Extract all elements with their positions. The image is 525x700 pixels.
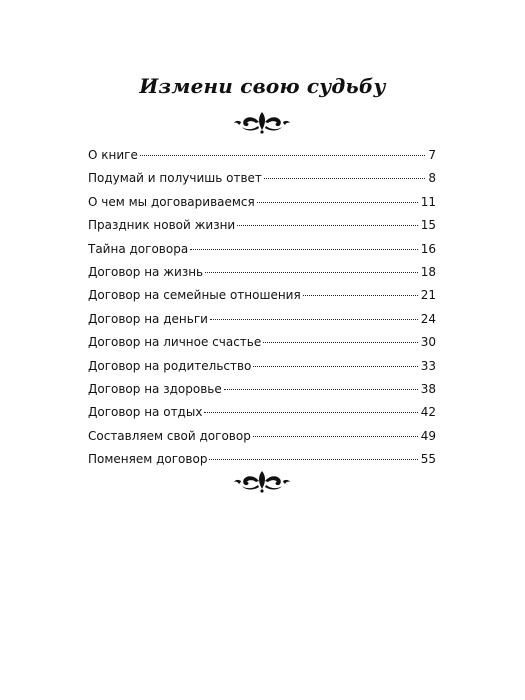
toc-entry bbox=[88, 429, 436, 452]
toc-entry bbox=[88, 405, 436, 428]
floral-vignette-icon bbox=[232, 110, 292, 134]
toc-leader-dots bbox=[257, 202, 418, 203]
toc-entry-title: Договор на здоровье bbox=[88, 381, 222, 396]
toc-leader-dots bbox=[263, 342, 417, 343]
toc-leader-dots bbox=[237, 225, 417, 226]
toc-entry-page-number: 55 bbox=[420, 452, 436, 467]
toc-entry bbox=[88, 265, 436, 288]
toc-entry-page-number: 15 bbox=[420, 218, 436, 233]
table-of-contents bbox=[88, 148, 436, 475]
page-title: Измени свою судьбу bbox=[139, 74, 386, 98]
toc-entry bbox=[88, 242, 436, 265]
toc-entry-page-number: 38 bbox=[420, 381, 436, 396]
toc-entry bbox=[88, 359, 436, 382]
toc-entry-title: Тайна договора bbox=[88, 241, 189, 256]
toc-entry bbox=[88, 312, 436, 335]
toc-leader-dots bbox=[264, 178, 425, 179]
toc-entry bbox=[88, 148, 436, 171]
toc-entry-title: Договор на деньги bbox=[88, 311, 208, 326]
toc-leader-dots bbox=[303, 295, 418, 296]
toc-entry-page-number: 30 bbox=[420, 335, 436, 350]
toc-entry-title: Подумай и получишь ответ bbox=[88, 171, 262, 186]
toc-leader-dots bbox=[253, 436, 418, 437]
toc-leader-dots bbox=[204, 412, 417, 413]
toc-leader-dots bbox=[190, 249, 418, 250]
toc-entry-page-number: 18 bbox=[420, 264, 436, 279]
toc-entry-page-number: 11 bbox=[420, 194, 436, 209]
toc-entry bbox=[88, 382, 436, 405]
toc-entry-title: Договор на личное счастье bbox=[88, 335, 262, 350]
floral-vignette-icon bbox=[232, 469, 292, 493]
toc-leader-dots bbox=[210, 319, 418, 320]
toc-entry bbox=[88, 171, 436, 194]
toc-leader-dots bbox=[140, 155, 426, 156]
toc-entry-title: Составляем свой договор bbox=[88, 428, 251, 443]
toc-entry-title: О чем мы договариваемся bbox=[88, 194, 255, 209]
toc-leader-dots bbox=[209, 459, 417, 460]
toc-entry-page-number: 49 bbox=[420, 428, 436, 443]
toc-entry-page-number: 7 bbox=[428, 148, 436, 162]
toc-entry-page-number: 16 bbox=[420, 241, 436, 256]
toc-leader-dots bbox=[253, 366, 417, 367]
toc-entry-title: Праздник новой жизни bbox=[88, 218, 236, 233]
toc-entry-title: Договор на отдых bbox=[88, 405, 203, 420]
toc-entry-page-number: 21 bbox=[420, 288, 436, 303]
toc-entry-title: О книге bbox=[88, 148, 138, 162]
toc-entry-title: Договор на жизнь bbox=[88, 264, 204, 279]
toc-entry bbox=[88, 288, 436, 311]
toc-leader-dots bbox=[224, 389, 418, 390]
toc-entry-page-number: 42 bbox=[420, 405, 436, 420]
toc-entry-title: Поменяем договор bbox=[88, 452, 208, 467]
toc-entry-page-number: 24 bbox=[420, 311, 436, 326]
toc-entry bbox=[88, 195, 436, 218]
toc-entry bbox=[88, 335, 436, 358]
toc-entry bbox=[88, 218, 436, 241]
toc-entry-title: Договор на родительство bbox=[88, 358, 252, 373]
toc-entry-page-number: 8 bbox=[428, 171, 436, 186]
toc-entry-page-number: 33 bbox=[420, 358, 436, 373]
toc-entry-title: Договор на семейные отношения bbox=[88, 288, 301, 303]
toc-leader-dots bbox=[205, 272, 418, 273]
